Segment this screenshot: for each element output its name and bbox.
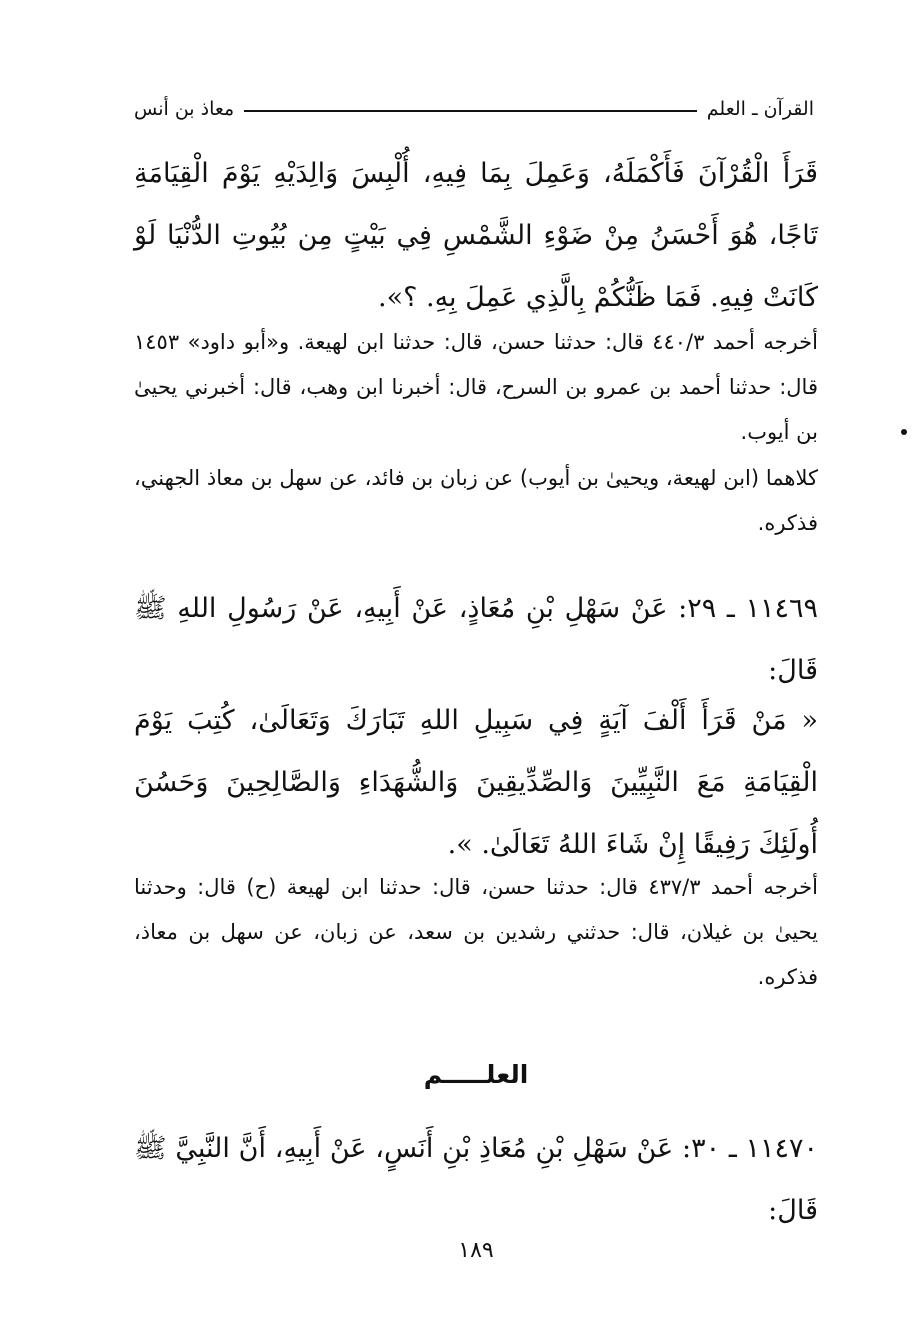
header-narrator-name: معاذ بن أنس	[134, 98, 235, 120]
header-chapter-title: القرآن ـ العلم	[706, 98, 814, 120]
takhrij-paragraph: أخرجه أحمد ٤٤٠/٣ قال: حدثنا حسن، قال: حدثنا ابن لهيعة. و«أبو داود» ١٤٥٣ قال: حدثنا أحمد بن عمرو بن السرح، قال: أخبرنا ابن وهب، قال: أخبرني يحيىٰ بن أيوب.	[134, 330, 818, 444]
takhrij-paragraph: أخرجه أحمد ٤٣٧/٣ قال: حدثنا حسن، قال: حدثنا ابن لهيعة (ح) قال: وحدثنا يحيىٰ بن غيلان، قال: حدثني رشدين بن سعد، عن زبان، عن سهل بن معاذ، فذكره.	[134, 875, 818, 989]
takhrij-paragraph: كلاهما (ابن لهيعة، ويحيىٰ بن أيوب) عن زبان بن فائد، عن سهل بن معاذ الجهني، فذكره.	[134, 466, 818, 535]
margin-dot	[901, 429, 907, 435]
page-number: ١٨٩	[458, 1238, 494, 1263]
hadith-matn-11469: « مَنْ قَرَأَ أَلْفَ آيَةٍ فِي سَبِيلِ اللهِ تَبَارَكَ وَتَعَالَىٰ، كُتِبَ يَوْمَ الْقِيَامَةِ مَعَ النَّبِيِّينَ وَالصِّدِّيقِينَ وَالشُّهَدَاءِ وَالصَّالِحِينَ وَحَسُنَ أُولَئِكَ رَفِيقًا إِنْ شَاءَ اللهُ تَعَالَىٰ. ».	[134, 705, 818, 860]
running-header	[134, 92, 814, 126]
hadith-isnad-11469: ١١٤٦٩ ـ ٢٩: عَنْ سَهْلِ بْنِ مُعَاذٍ، عَنْ أَبِيهِ، عَنْ رَسُولِ اللهِ ﷺ قَالَ:	[134, 593, 818, 686]
section-heading: العلـــــم	[423, 1060, 529, 1089]
hadith-isnad-11470: ١١٤٧٠ ـ ٣٠: عَنْ سَهْلِ بْنِ مُعَاذِ بْنِ أَنَسٍ، عَنْ أَبِيهِ، أَنَّ النَّبِيَّ ﷺ قَالَ:	[134, 1133, 819, 1226]
hadith-text-continued: قَرَأَ الْقُرْآنَ فَأَكْمَلَهُ، وَعَمِلَ بِمَا فِيهِ، أُلْبِسَ وَالِدَيْهِ يَوْمَ الْقِيَامَةِ تَاجًا، هُوَ أَحْسَنُ مِنْ ضَوْءِ الشَّمْسِ فِي بَيْتٍ مِن بُيُوتِ الدُّنْيَا لَوْ كَانَتْ فِيهِ. فَمَا ظَنُّكُمْ بِالَّذِي عَمِلَ بِهِ. ؟».	[134, 158, 818, 313]
header-rule	[244, 110, 697, 112]
